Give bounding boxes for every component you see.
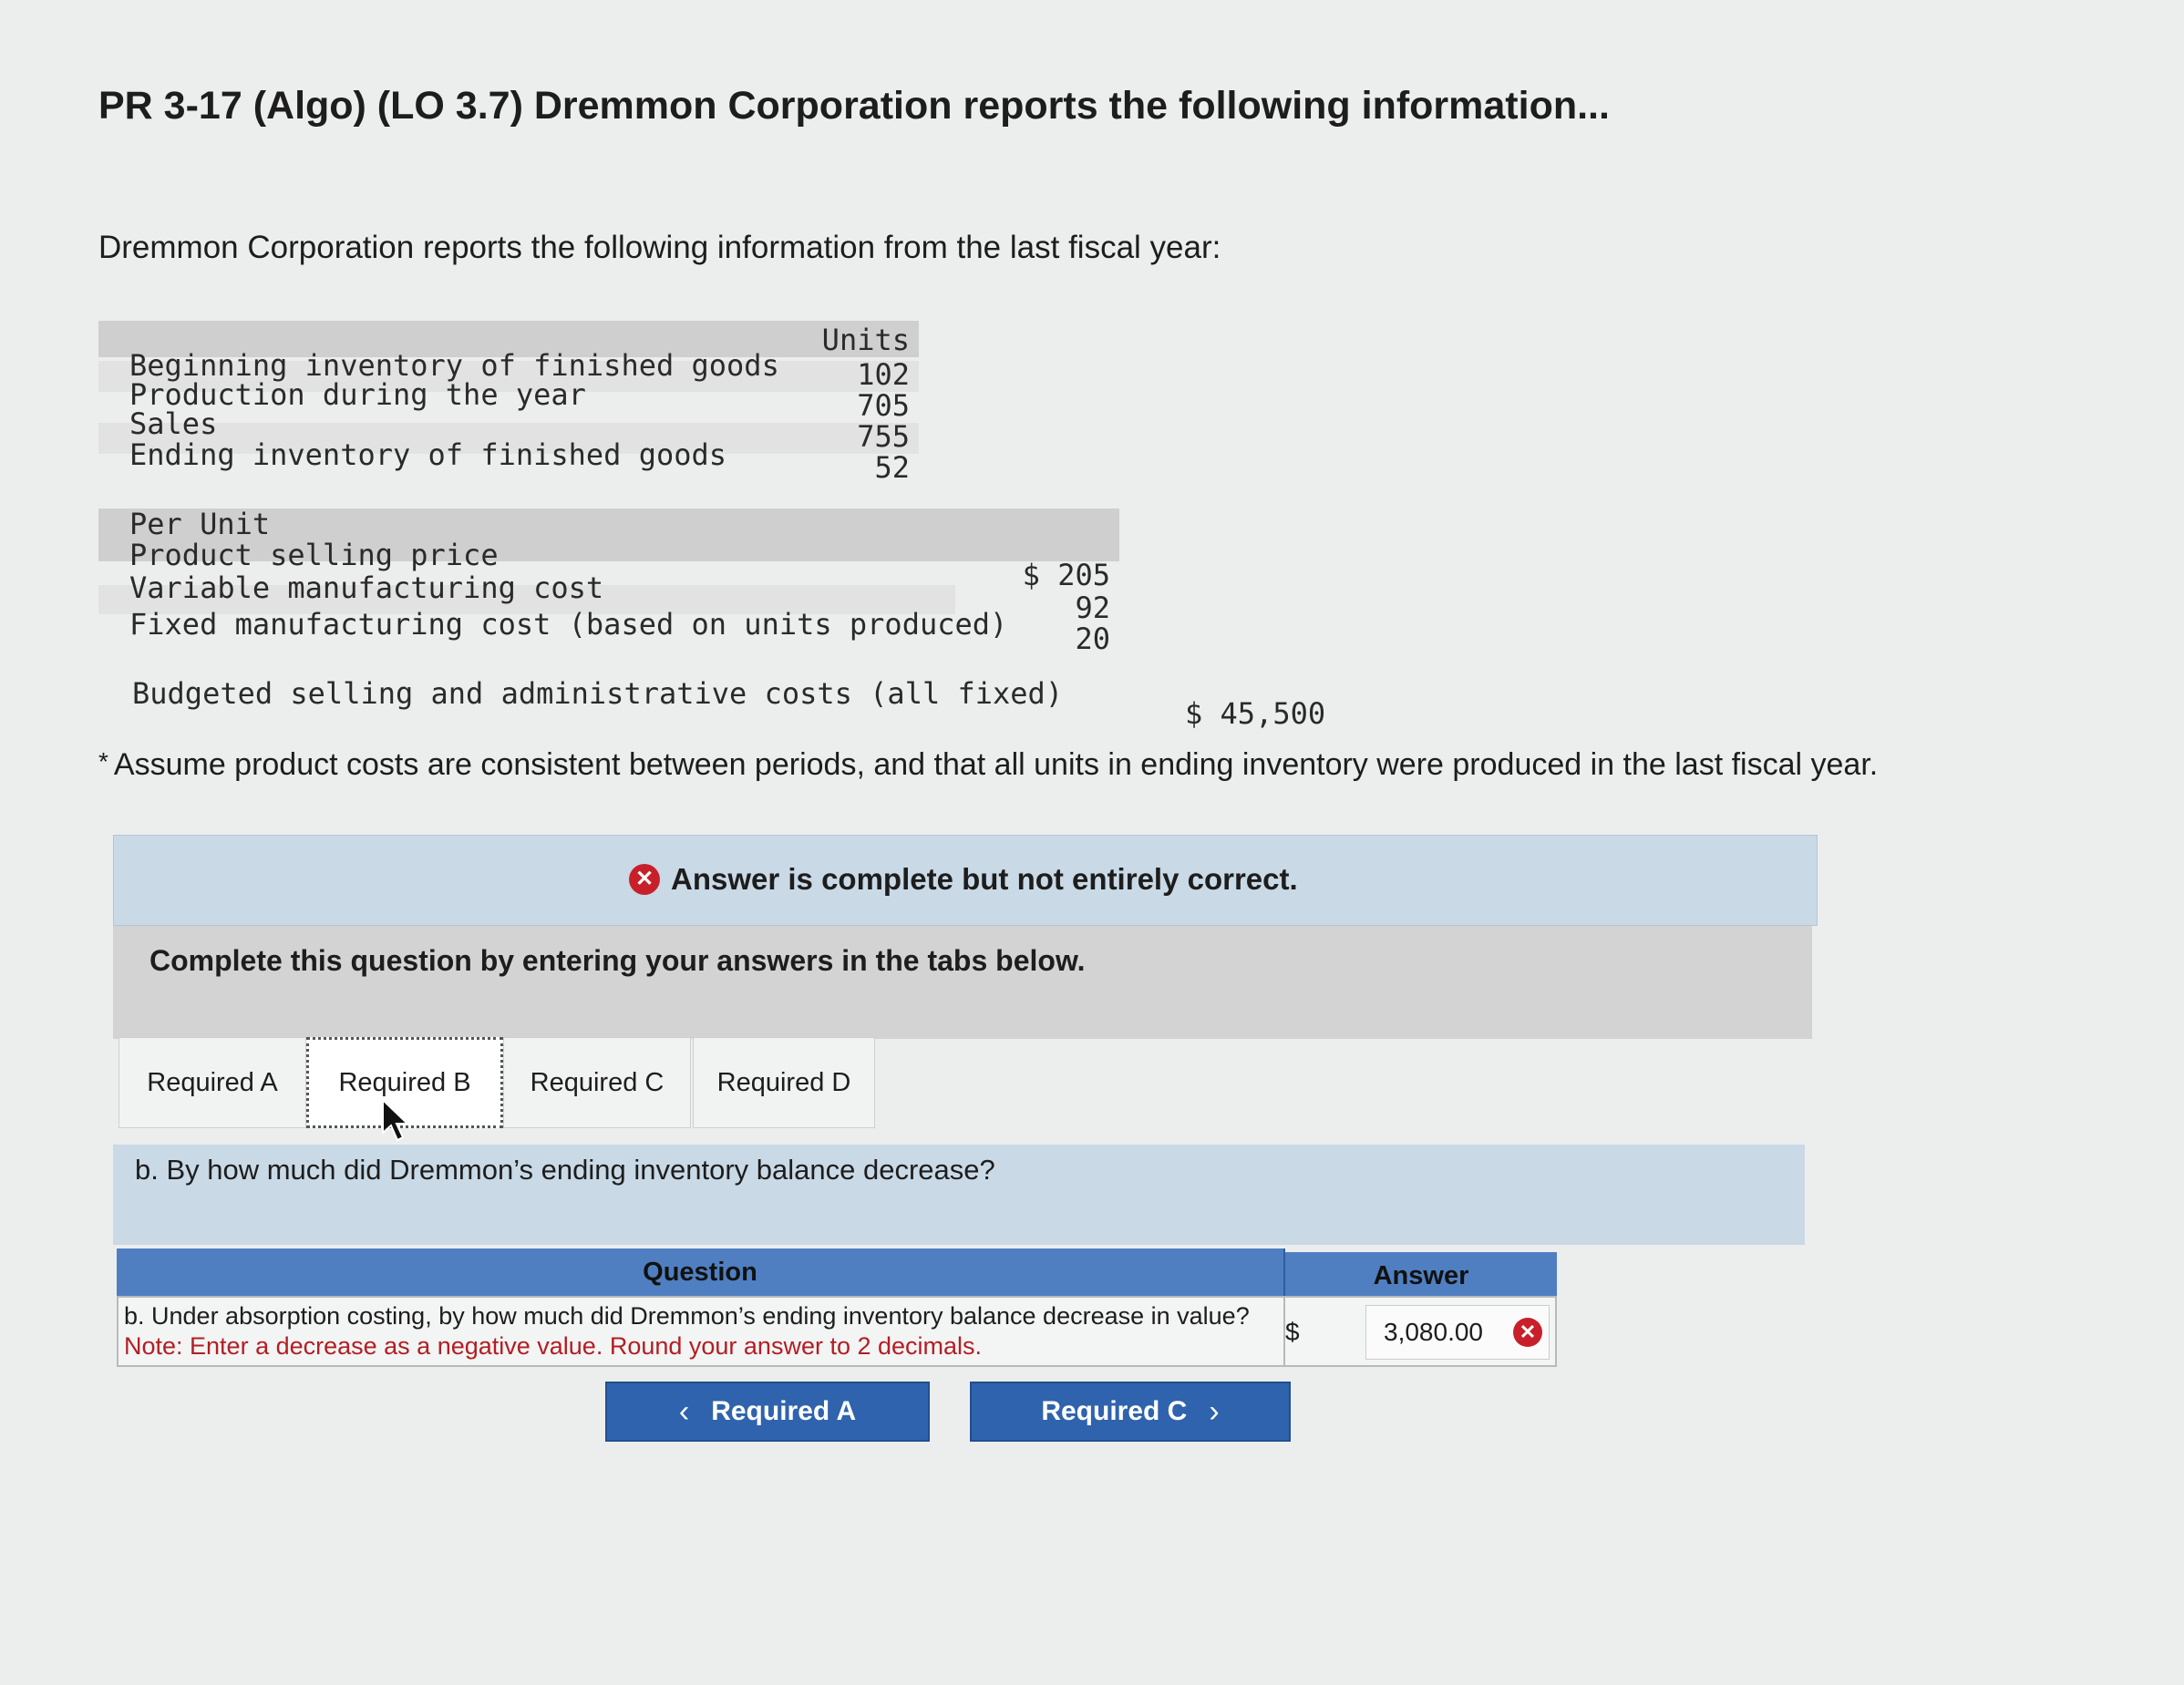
assumption-note — [98, 747, 1878, 783]
tab-label: Required C — [530, 1067, 664, 1097]
units-row-label: Ending inventory of finished goods — [129, 437, 727, 472]
instructions-banner — [113, 926, 1812, 1039]
next-button-label: Required C — [1041, 1396, 1188, 1426]
units-row-label: Production during the year — [129, 377, 586, 412]
per-unit-table — [98, 507, 1119, 662]
feedback-message — [629, 862, 1298, 897]
units-row-value: 705 — [857, 388, 910, 423]
per-unit-row-label: Fixed manufacturing cost (based on units produced) — [129, 607, 1008, 642]
tab-label: Required B — [338, 1067, 471, 1097]
per-unit-row-value: 92 — [1075, 591, 1110, 625]
tab-label: Required A — [147, 1067, 278, 1097]
mouse-cursor-icon — [381, 1098, 412, 1142]
answer-value[interactable]: 3,080.00 — [1384, 1318, 1483, 1346]
units-row-value: 102 — [857, 357, 910, 392]
chevron-right-icon: › — [1209, 1393, 1220, 1429]
page-title: PR 3-17 (Algo) (LO 3.7) Dremmon Corporation reports the following information... — [98, 84, 1610, 128]
units-row-value: 52 — [874, 450, 910, 485]
question-note: Note: Enter a decrease as a negative value. Round your answer to 2 decimals. — [124, 1332, 983, 1360]
prev-button-label: Required A — [711, 1396, 857, 1426]
per-unit-row-value: 20 — [1075, 622, 1110, 656]
instructions-text: Complete this question by entering your answers in the tabs below. — [149, 944, 1086, 977]
units-row-value: 755 — [857, 419, 910, 454]
answer-table — [117, 1245, 1557, 1372]
per-unit-row-label: Product selling price — [129, 538, 499, 572]
answer-row-question — [124, 1301, 1272, 1361]
tab-required-c[interactable] — [503, 1037, 691, 1128]
intro-text: Dremmon Corporation reports the following information from the last fiscal year: — [98, 230, 1221, 265]
incorrect-x-icon: ✕ — [1513, 1318, 1542, 1347]
error-x-icon: ✕ — [629, 864, 660, 895]
per-unit-header: Per Unit — [129, 507, 271, 541]
tab-label: Required D — [716, 1067, 851, 1097]
currency-symbol: $ — [1285, 1318, 1300, 1346]
budgeted-costs-value: $ 45,500 — [1185, 696, 1326, 731]
question-column-header: Question — [117, 1248, 1285, 1296]
tab-required-a[interactable] — [118, 1037, 306, 1128]
feedback-text: Answer is complete but not entirely correct. — [671, 862, 1298, 896]
asterisk-icon: * — [98, 747, 108, 776]
per-unit-row-value: $ 205 — [1022, 558, 1110, 592]
tab-required-d[interactable] — [693, 1037, 875, 1128]
question-prompt: b. By how much did Dremmon’s ending inventory balance decrease? — [135, 1154, 995, 1186]
budgeted-costs-label: Budgeted selling and administrative costs (all fixed) — [132, 676, 1064, 711]
question-text: b. Under absorption costing, by how much did Dremmon’s ending inventory balance decrease in value? — [124, 1302, 1250, 1330]
chevron-left-icon: ‹ — [678, 1393, 690, 1429]
prev-required-a-button[interactable] — [605, 1382, 930, 1442]
units-table — [98, 310, 919, 483]
units-row-label: Sales — [129, 406, 218, 441]
next-required-c-button[interactable] — [970, 1382, 1291, 1442]
assumption-note-text: Assume product costs are consistent between periods, and that all units in ending inventory were produced in the last fiscal year. — [113, 747, 1879, 782]
units-row-label: Beginning inventory of finished goods — [129, 348, 779, 383]
units-header: Units — [821, 323, 910, 357]
per-unit-row-label: Variable manufacturing cost — [129, 570, 604, 605]
answer-column-header: Answer — [1285, 1252, 1557, 1300]
